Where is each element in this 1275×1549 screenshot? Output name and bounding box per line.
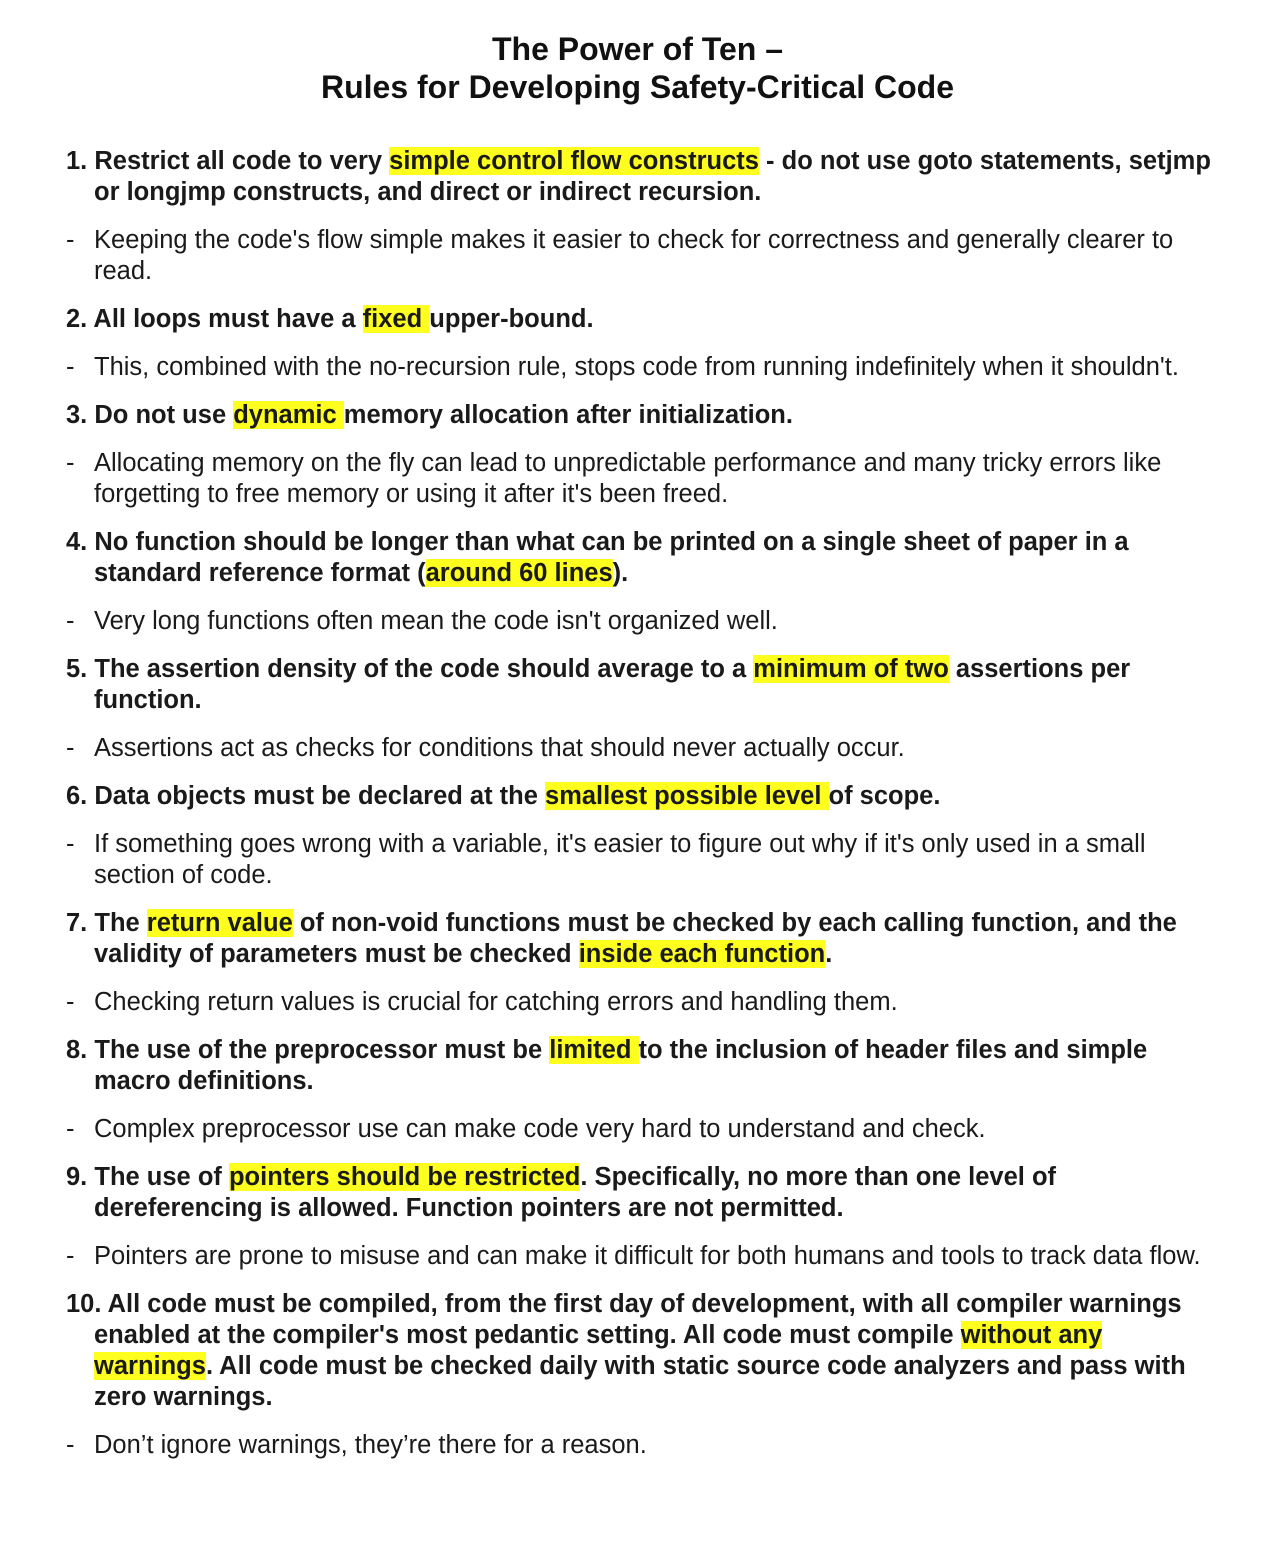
rule-1-note: - Keeping the code's flow simple makes it easier to check for correctness and generally clearer to read. [66,226,1174,285]
rule-6-note: - If something goes wrong with a variable, it's easier to figure out why if it's only used in a small section of code. [66,830,1146,889]
rules-list [66,146,1216,1478]
highlighted-phrase: minimum of two [753,655,949,683]
rule-number: 4. [66,528,88,556]
rule-6: 6. Data objects must be declared at the smallest possible level of scope. [66,782,941,810]
highlighted-phrase: simple control flow constructs [389,147,759,175]
rule-7: 7. The return value of non-void functions must be checked by each calling function, and the validity of parameters must be checked inside each function. [66,909,1177,968]
rule-3-note: - Allocating memory on the fly can lead to unpredictable performance and many tricky errors like forgetting to free memory or using it after it's been freed. [66,449,1162,508]
highlighted-phrase: return value [146,909,293,937]
rule-8-note: - Complex preprocessor use can make code very hard to understand and check. [66,1115,986,1143]
title-line-1: The Power of Ten – [492,31,783,67]
rule-3: 3. Do not use dynamic memory allocation after initialization. [66,401,793,429]
highlighted-phrase: fixed [362,305,430,333]
rule-number: 10. [66,1290,102,1318]
highlighted-phrase: limited [549,1036,639,1064]
rule-number: 7. [66,909,88,937]
rule-8: 8. The use of the preprocessor must be limited to the inclusion of header files and simple macro definitions. [66,1036,1148,1095]
rule-number: 2. [66,305,88,333]
rule-number: 9. [66,1163,88,1191]
highlighted-phrase: around 60 lines [425,559,613,587]
rule-9: 9. The use of pointers should be restricted. Specifically, no more than one level of dereferencing is allowed. Function pointers are not permitted. [66,1163,1057,1222]
bullet-dash: - [66,1431,75,1459]
rule-10: 10. All code must be compiled, from the first day of development, with all compiler warnings enabled at the compiler's most pedantic setting. All code must compile without any warnings. All code must be checked daily with static source code analyzers and pass with zero warnings. [66,1290,1186,1411]
rule-4-note: - Very long functions often mean the code isn't organized well. [66,607,778,635]
highlighted-phrase: dynamic [233,401,344,429]
highlighted-phrase: without any warnings [94,1321,1103,1380]
rule-2-note: - This, combined with the no-recursion rule, stops code from running indefinitely when it shouldn't. [66,353,1179,381]
rule-number: 1. [66,147,95,175]
rule-number: 5. [66,655,88,683]
bullet-dash: - [66,734,75,762]
highlighted-phrase: smallest possible level [545,782,829,810]
highlighted-phrase: pointers should be restricted [228,1163,581,1191]
rule-1: 1. Restrict all code to very simple control flow constructs - do not use goto statements, setjmp or longjmp constructs, and direct or indirect recursion. [66,147,1211,206]
bullet-dash: - [66,1242,75,1270]
bullet-dash: - [66,353,75,381]
bullet-dash: - [66,607,75,635]
bullet-dash: - [66,988,75,1016]
rule-5-note: - Assertions act as checks for conditions that should never actually occur. [66,734,905,762]
bullet-dash: - [66,449,75,477]
highlighted-phrase-2: inside each function [578,940,826,968]
title-line-2: Rules for Developing Safety-Critical Code [320,69,954,105]
rule-7-note: - Checking return values is crucial for catching errors and handling them. [66,988,898,1016]
bullet-dash: - [66,1115,75,1143]
rule-5: 5. The assertion density of the code should average to a minimum of two assertions per function. [66,655,1131,714]
rule-number: 6. [66,782,88,810]
bullet-dash: - [66,226,75,254]
page-title [0,30,1275,106]
rule-number: 3. [66,401,88,429]
rule-number: 8. [66,1036,88,1064]
rule-9-note: - Pointers are prone to misuse and can make it difficult for both humans and tools to track data flow. [66,1242,1201,1270]
rule-10-note: - Don’t ignore warnings, they’re there for a reason. [66,1431,647,1459]
rule-4: 4. No function should be longer than what can be printed on a single sheet of paper in a standard reference format (around 60 lines). [66,528,1129,587]
rule-2: 2. All loops must have a fixed upper-bound. [66,305,594,333]
bullet-dash: - [66,830,75,858]
